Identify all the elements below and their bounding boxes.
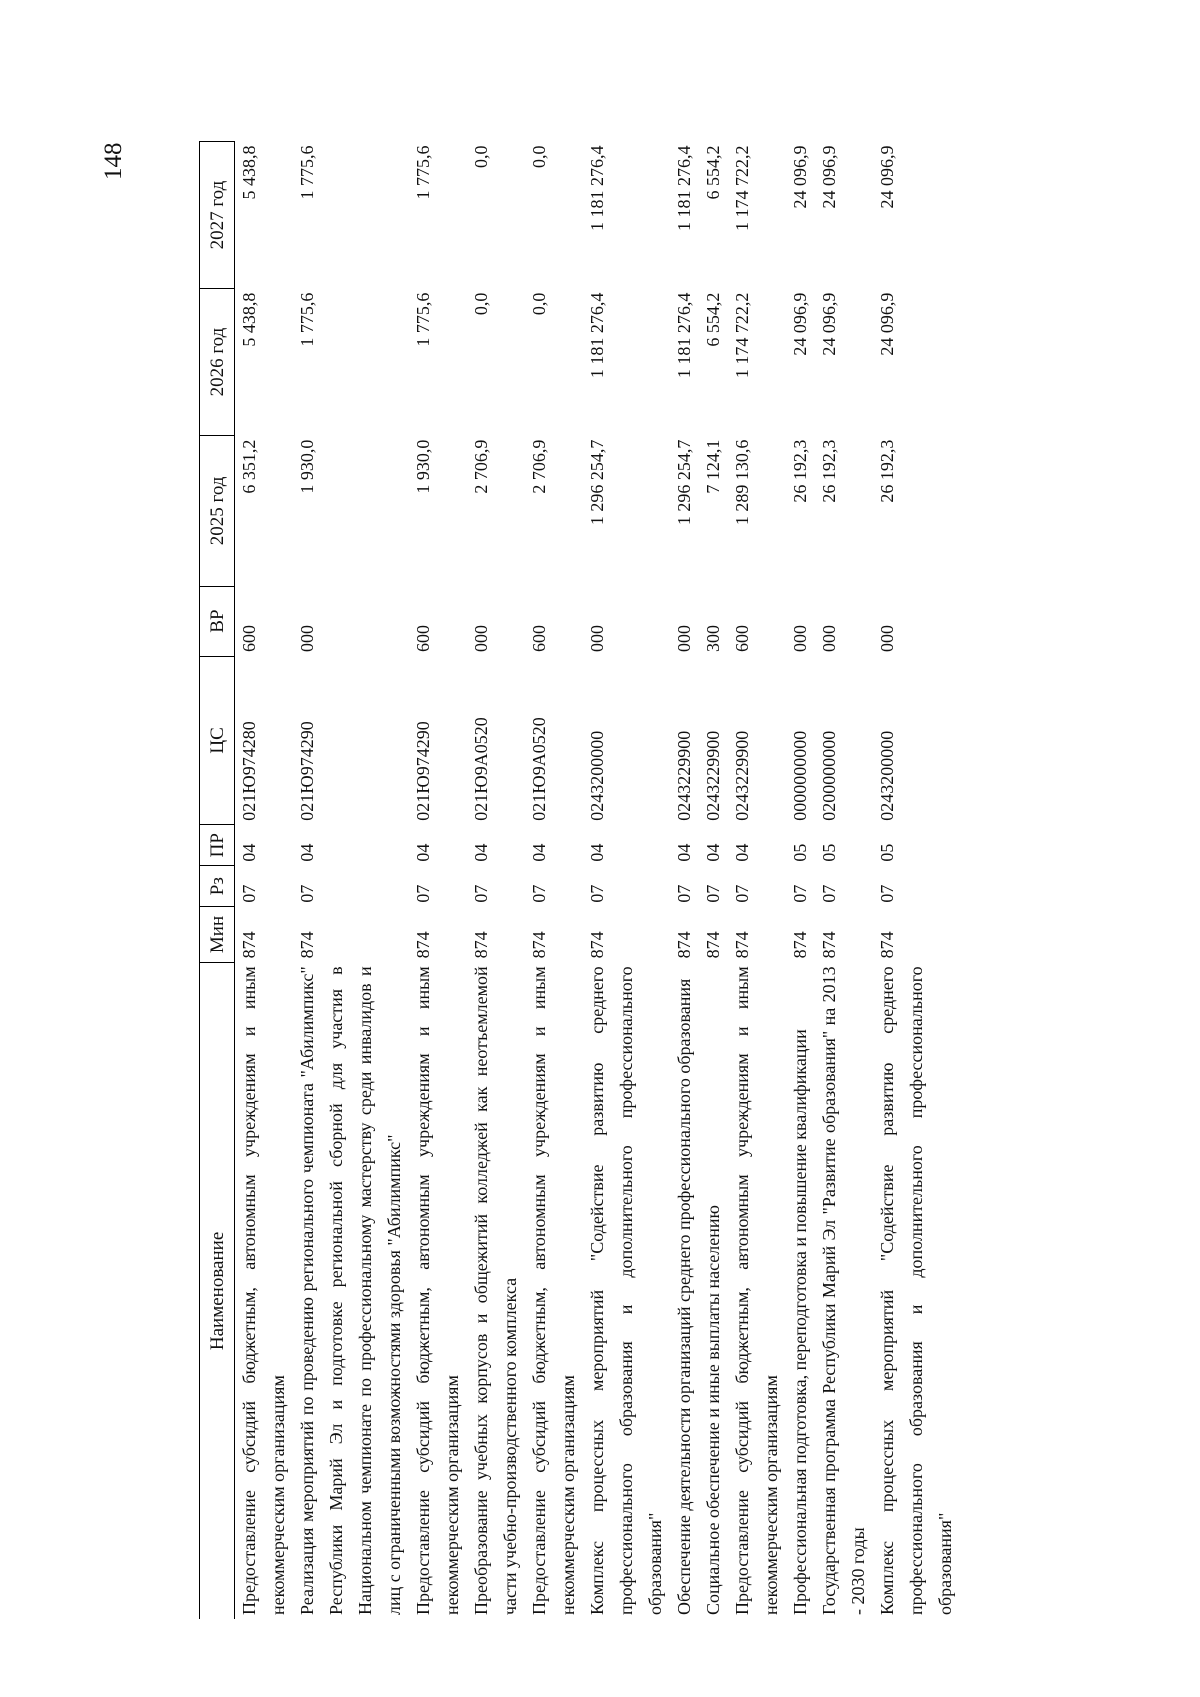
table-row	[786, 142, 815, 1620]
cell-2026: 1 181 276,4	[674, 292, 694, 379]
table-row	[873, 142, 960, 1620]
cell-rz: 07	[297, 884, 317, 903]
cell-name: Государственная программа Республики Марий Эл "Развитие образования" на 2013 - 2030 годы	[819, 966, 868, 1615]
header-2026: 2026 год	[200, 289, 235, 436]
cell-rz: 07	[732, 884, 752, 903]
cell-pr: 04	[413, 843, 433, 862]
cell-name: Предоставление субсидий бюджетным, автономным учреждениям и иным некоммерческим организациям	[413, 966, 462, 1615]
cell-name: Профессиональная подготовка, переподготовка и повышение квалификации	[790, 1029, 810, 1615]
cell-rz: 07	[529, 884, 549, 903]
cell-rz: 07	[819, 884, 839, 903]
cell-2026: 24 096,9	[790, 292, 810, 356]
cell-2025: 1 930,0	[297, 439, 317, 494]
cell-vr: 600	[732, 625, 752, 653]
cell-2026: 24 096,9	[877, 292, 897, 356]
cell-vr: 300	[703, 625, 723, 653]
cell-cs: 0243229900	[674, 730, 694, 821]
cell-2026: 0,0	[529, 292, 549, 316]
cell-2027: 0,0	[529, 145, 549, 168]
cell-2026: 1 174 722,2	[732, 292, 752, 379]
cell-2027: 1 174 722,2	[732, 145, 752, 231]
cell-2027: 1 775,6	[413, 145, 433, 200]
cell-cs: 021Ю974290	[413, 721, 433, 821]
cell-name: Предоставление субсидий бюджетным, автономным учреждениям и иным некоммерческим организациям	[239, 966, 288, 1615]
cell-2026: 1 181 276,4	[587, 292, 607, 379]
cell-pr: 04	[529, 843, 549, 862]
cell-2025: 2 706,9	[471, 439, 491, 494]
cell-2025: 7 124,1	[703, 439, 723, 494]
cell-cs: 021Ю9А0520	[529, 717, 549, 821]
cell-2026: 1 775,6	[413, 292, 433, 347]
header-vr: ВР	[200, 586, 235, 656]
cell-min: 874	[703, 931, 723, 959]
header-rz: Рз	[200, 866, 235, 907]
table-row	[583, 142, 670, 1620]
cell-name: Социальное обеспечение и иные выплаты населению	[703, 1205, 723, 1615]
table-row	[728, 142, 786, 1620]
cell-cs: 0243200000	[587, 730, 607, 821]
cell-pr: 05	[877, 843, 897, 862]
page-number: 148	[100, 142, 127, 180]
cell-rz: 07	[877, 884, 897, 903]
cell-2026: 6 554,2	[703, 292, 723, 347]
cell-cs: 0000000000	[790, 730, 810, 821]
cell-2025: 1 296 254,7	[674, 439, 694, 526]
cell-2027: 5 438,8	[239, 145, 259, 200]
header-pr: ПР	[200, 825, 235, 866]
cell-min: 874	[732, 931, 752, 959]
cell-min: 874	[297, 931, 317, 959]
cell-2025: 26 192,3	[877, 439, 897, 503]
budget-table	[199, 141, 960, 1619]
cell-pr: 04	[471, 843, 491, 862]
cell-2025: 1 296 254,7	[587, 439, 607, 526]
cell-2027: 24 096,9	[819, 145, 839, 209]
cell-name: Комплекс процессных мероприятий "Содействие развитию среднего профессионального образования и дополнительного профессионального образования"	[877, 966, 955, 1615]
cell-2027: 1 181 276,4	[674, 145, 694, 231]
cell-2027: 24 096,9	[790, 145, 810, 209]
cell-rz: 07	[703, 884, 723, 903]
table-row	[815, 142, 873, 1620]
cell-cs: 0243200000	[877, 730, 897, 821]
cell-pr: 04	[239, 843, 259, 862]
cell-2026: 24 096,9	[819, 292, 839, 356]
cell-cs: 0243229900	[732, 730, 752, 821]
cell-min: 874	[529, 931, 549, 959]
cell-min: 874	[587, 931, 607, 959]
cell-2027: 1 775,6	[297, 145, 317, 200]
header-2027: 2027 год	[200, 142, 235, 289]
cell-name: Предоставление субсидий бюджетным, автономным учреждениям и иным некоммерческим организациям	[732, 966, 781, 1615]
cell-pr: 04	[674, 843, 694, 862]
cell-rz: 07	[790, 884, 810, 903]
table-row	[699, 142, 728, 1620]
table-row	[409, 142, 467, 1620]
cell-pr: 04	[732, 843, 752, 862]
cell-cs: 021Ю974280	[239, 721, 259, 821]
table-row	[670, 142, 699, 1620]
cell-vr: 000	[790, 625, 810, 653]
cell-pr: 05	[790, 843, 810, 862]
header-2025: 2025 год	[200, 436, 235, 587]
cell-rz: 07	[239, 884, 259, 903]
cell-rz: 07	[587, 884, 607, 903]
cell-min: 874	[471, 931, 491, 959]
cell-min: 874	[819, 931, 839, 959]
cell-name: Реализация мероприятий по проведению регионального чемпионата "Абилимпикс" Республики Марий Эл и подготовке региональной сборной для участия в Национальном чемпионате по профессиональному мастерству среди инвалидов и лиц с ограниченными возможностями здоровья "Абилимпикс"	[297, 966, 404, 1615]
cell-vr: 000	[297, 625, 317, 653]
cell-2025: 26 192,3	[790, 439, 810, 503]
cell-rz: 07	[413, 884, 433, 903]
cell-name: Преобразование учебных корпусов и общежитий колледжей как неотъемлемой части учебно-производственного комплекса	[471, 966, 520, 1615]
cell-vr: 600	[239, 625, 259, 653]
cell-pr: 05	[819, 843, 839, 862]
header-cs: ЦС	[200, 656, 235, 825]
table-row	[293, 142, 409, 1620]
cell-2026: 5 438,8	[239, 292, 259, 347]
cell-name: Обеспечение деятельности организаций среднего профессионального образования	[674, 978, 694, 1615]
cell-min: 874	[413, 931, 433, 959]
cell-2026: 0,0	[471, 292, 491, 316]
table-row	[525, 142, 583, 1620]
table-row	[467, 142, 525, 1620]
table-header-row	[200, 142, 235, 1620]
cell-pr: 04	[703, 843, 723, 862]
cell-vr: 000	[674, 625, 694, 653]
cell-rz: 07	[471, 884, 491, 903]
cell-2027: 24 096,9	[877, 145, 897, 209]
cell-2026: 1 775,6	[297, 292, 317, 347]
cell-min: 874	[674, 931, 694, 959]
cell-cs: 0200000000	[819, 730, 839, 821]
cell-min: 874	[790, 931, 810, 959]
cell-cs: 021Ю9А0520	[471, 717, 491, 821]
cell-rz: 07	[674, 884, 694, 903]
cell-vr: 600	[529, 625, 549, 653]
cell-vr: 000	[471, 625, 491, 653]
cell-min: 874	[239, 931, 259, 959]
cell-cs: 021Ю974290	[297, 721, 317, 821]
cell-2027: 0,0	[471, 145, 491, 168]
table-body	[235, 142, 961, 1620]
cell-pr: 04	[587, 843, 607, 862]
cell-2027: 1 181 276,4	[587, 145, 607, 231]
cell-cs: 0243229900	[703, 730, 723, 821]
cell-vr: 600	[413, 625, 433, 653]
cell-2025: 2 706,9	[529, 439, 549, 494]
cell-2027: 6 554,2	[703, 145, 723, 200]
cell-vr: 000	[819, 625, 839, 653]
cell-2025: 6 351,2	[239, 439, 259, 494]
cell-min: 874	[877, 931, 897, 959]
cell-name: Предоставление субсидий бюджетным, автономным учреждениям и иным некоммерческим организациям	[529, 966, 578, 1615]
cell-2025: 1 930,0	[413, 439, 433, 494]
cell-2025: 26 192,3	[819, 439, 839, 503]
header-name: Наименование	[200, 962, 235, 1619]
cell-2025: 1 289 130,6	[732, 439, 752, 526]
cell-pr: 04	[297, 843, 317, 862]
table-row	[235, 142, 294, 1620]
header-min: Мин	[200, 907, 235, 963]
cell-vr: 000	[877, 625, 897, 653]
cell-vr: 000	[587, 625, 607, 653]
cell-name: Комплекс процессных мероприятий "Содействие развитию среднего профессионального образования и дополнительного профессионального образования"	[587, 966, 665, 1615]
